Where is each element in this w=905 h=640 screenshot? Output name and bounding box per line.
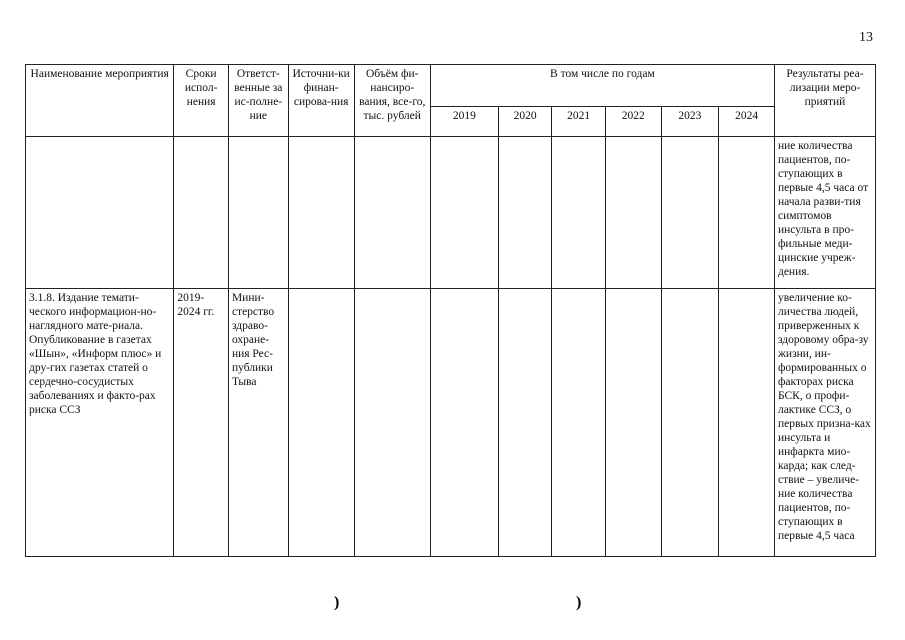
year-2022-header: 2022: [605, 107, 661, 137]
year-2019-value: [430, 289, 498, 557]
by-years-header: В том числе по годам: [430, 65, 774, 107]
table-row: [26, 289, 876, 557]
year-2022-value: [605, 137, 661, 289]
year-2023-value: [661, 289, 719, 557]
col-responsible-header: Ответст-венные за ис-полне-ние: [228, 65, 288, 137]
measures-table: [25, 64, 876, 557]
table-row: [26, 137, 876, 289]
year-2023-value: [661, 137, 719, 289]
col-volume-header: Объём фи-нансиро-вания, все-го, тыс. рублей: [354, 65, 430, 137]
measure-deadline: [174, 137, 229, 289]
scan-mark: ): [576, 594, 582, 611]
year-2023-header: 2023: [661, 107, 719, 137]
measure-result: увеличение ко-личества людей, приверженных к здоровому обра-зу жизни, ин-формированных о факторах риска БСК, о профи-лактике ССЗ, о первых призна-ках инсульта и инфаркта мио-карда; как след-ствие – увеличе-ние количества пациентов, по-ступающих в первые 4,5 часа: [774, 289, 875, 557]
year-2021-header: 2021: [552, 107, 606, 137]
year-2024-value: [719, 137, 775, 289]
measure-volume: [354, 137, 430, 289]
year-2021-value: [552, 289, 606, 557]
year-2021-value: [552, 137, 606, 289]
year-2019-value: [430, 137, 498, 289]
page-number: 13: [859, 30, 873, 45]
measure-sources: [288, 137, 354, 289]
year-2024-header: 2024: [719, 107, 775, 137]
measure-name: 3.1.8. Издание темати-ческого информацион-но-наглядного мате-риала. Опубликование в газетах «Шын», «Информ плюс» и дру-гих газетах статей о сердечно-сосудистых заболеваниях и факто-рах риска ССЗ: [26, 289, 174, 557]
year-2020-value: [498, 137, 552, 289]
measure-sources: [288, 289, 354, 557]
scan-mark: ): [334, 594, 340, 611]
col-deadline-header: Сроки испол-нения: [174, 65, 229, 137]
col-name-header: Наименование мероприятия: [26, 65, 174, 137]
measure-deadline: 2019-2024 гг.: [174, 289, 229, 557]
measure-responsible: [228, 137, 288, 289]
year-2022-value: [605, 289, 661, 557]
year-2019-header: 2019: [430, 107, 498, 137]
measure-result: ние количества пациентов, по-ступающих в первые 4,5 часа от начала разви-тия симптомов инсульта в про-фильные меди-цинские учреж-дения.: [774, 137, 875, 289]
year-2020-header: 2020: [498, 107, 552, 137]
col-results-header: Результаты реа-лизации меро-приятий: [774, 65, 875, 137]
measure-name: [26, 137, 174, 289]
col-sources-header: Источни-ки финан-сирова-ния: [288, 65, 354, 137]
year-2024-value: [719, 289, 775, 557]
header-row: [26, 65, 876, 107]
measure-responsible: Мини-стерство здраво-охране-ния Рес-публики Тыва: [228, 289, 288, 557]
measure-volume: [354, 289, 430, 557]
year-2020-value: [498, 289, 552, 557]
